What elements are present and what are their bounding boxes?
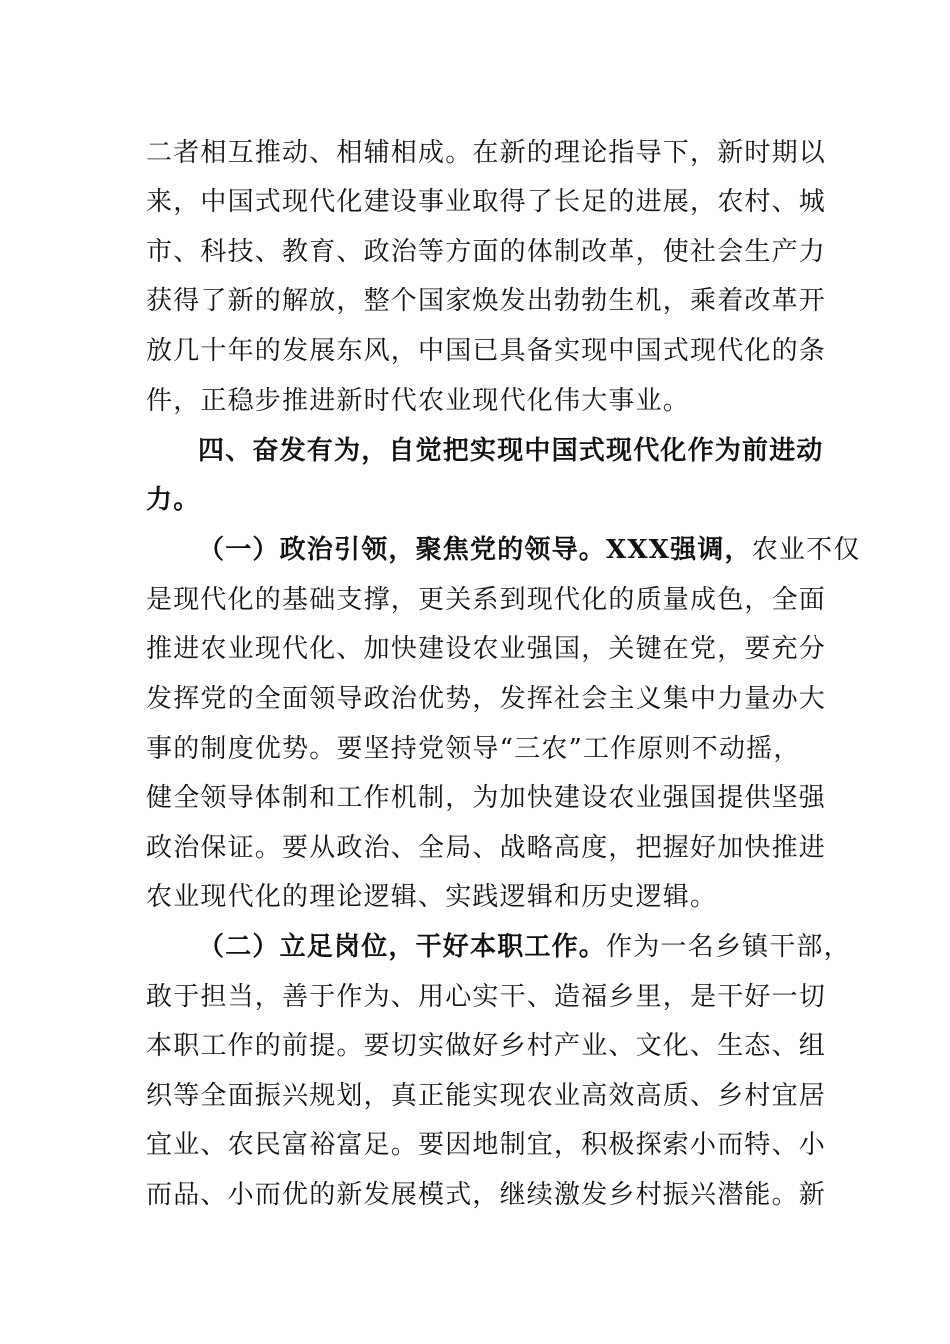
text-line: 本职工作的前提。要切实做好乡村产业、文化、生态、组 [146,1031,827,1061]
subsection-first-line [198,932,888,962]
text-line: 是现代化的基础支撑，更关系到现代化的质量成色，全面 [146,585,827,615]
text-line: 市、科技、教育、政治等方面的体制改革，使社会生产力 [146,237,827,267]
text-line: 政治保证。要从政治、全局、战略高度，把握好加快推进 [146,833,827,863]
text-line: 放几十年的发展东风，中国已具备实现中国式现代化的条 [146,336,827,366]
text-line: 事的制度优势。要坚持党领导“三农”工作原则不动摇， [146,734,801,764]
text-line: 健全领导体制和工作机制，为加快建设农业强国提供坚强 [146,783,827,813]
subsection-text: 农业不仅 [751,535,861,565]
heading-line: 四、奋发有为，自觉把实现中国式现代化作为前进动 [198,436,824,466]
text-line: 获得了新的解放，整个国家焕发出勃勃生机，乘着改革开 [146,286,827,316]
text-line: 二者相互推动、相辅相成。在新的理论指导下，新时期以 [146,138,827,168]
subsection-text: 作为一名乡镇干部， [606,932,851,962]
text-line: 而品、小而优的新发展模式，继续激发乡村振兴潜能。新 [146,1180,827,1210]
text-line: 来，中国式现代化建设事业取得了长足的进展，农村、城 [146,187,827,217]
text-line: 件，正稳步推进新时代农业现代化伟大事业。 [146,386,691,416]
text-line: 敢于担当，善于作为、用心实干、造福乡里，是干好一切 [146,982,827,1012]
subsection-title: （二）立足岗位，干好本职工作。 [198,932,607,962]
text-line: 农业现代化的理论逻辑、实践逻辑和历史逻辑。 [146,882,718,912]
text-line: 宜业、农民富裕富足。要因地制宜，积极探索小而特、小 [146,1130,827,1160]
text-line: 织等全面振兴规划，真正能实现农业高效高质、乡村宜居 [146,1081,827,1111]
text-line: 发挥党的全面领导政治优势，发挥社会主义集中力量办大 [146,684,827,714]
text-line: 推进农业现代化、加快建设农业强国，关键在党，要充分 [146,634,827,664]
subsection-title: （一）政治引领，聚焦党的领导。XXX强调， [198,535,752,565]
heading-line: 力。 [146,485,201,515]
subsection-first-line [198,535,888,565]
